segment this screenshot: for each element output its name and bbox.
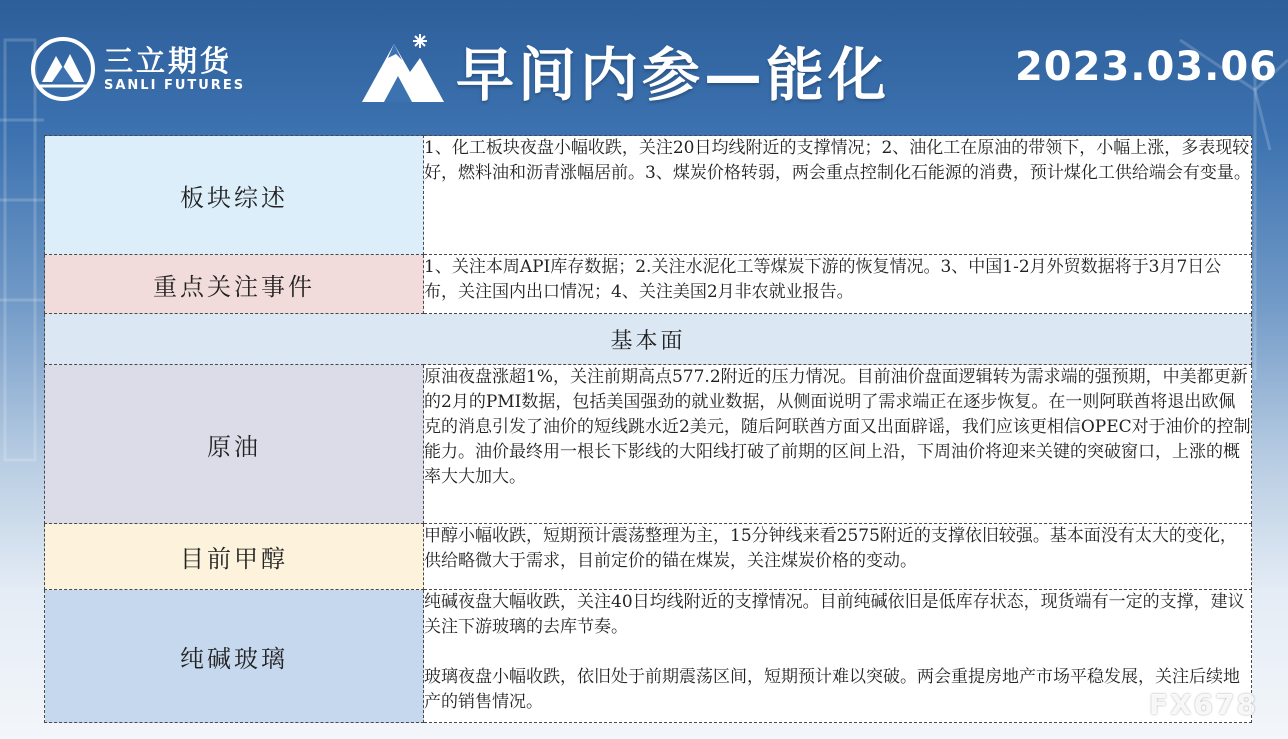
table-row bbox=[45, 255, 1252, 314]
row-label-events: 重点关注事件 bbox=[45, 255, 424, 314]
row-label-crude: 原油 bbox=[45, 365, 424, 524]
company-logo bbox=[30, 36, 245, 102]
table-row bbox=[45, 314, 1252, 365]
row-label-soda-glass: 纯碱玻璃 bbox=[45, 590, 424, 723]
row-content-summary: 1、化工板块夜盘小幅收跌，关注20日均线附近的支撑情况；2、油化工在原油的带领下，小幅上涨，多表现较好，燃料油和沥青涨幅居前。3、煤炭价格转弱，两会重点控制化石能源的消费，预计煤化工供给端会有变量。 bbox=[424, 136, 1252, 255]
table-row bbox=[45, 365, 1252, 524]
briefing-table bbox=[44, 135, 1252, 723]
watermark: FX678 bbox=[1148, 688, 1258, 721]
row-label-summary: 板块综述 bbox=[45, 136, 424, 255]
table-row bbox=[45, 524, 1252, 590]
section-header-fundamentals: 基本面 bbox=[45, 314, 1252, 365]
snow-mountain-icon bbox=[358, 30, 446, 110]
page-title: 早间内参—能化 bbox=[456, 41, 891, 109]
header-banner bbox=[0, 0, 1288, 135]
report-date: 2023.03.06 bbox=[1014, 44, 1278, 90]
soda-ash-paragraph: 纯碱夜盘大幅收跌，关注40日均线附近的支撑情况。目前纯碱依旧是低库存状态，现货端有一定的支撑，建议关注下游玻璃的去库节奏。 bbox=[424, 592, 1245, 637]
table-row bbox=[45, 590, 1252, 723]
glass-paragraph: 玻璃夜盘小幅收跌，依旧处于前期震荡区间，短期预计难以突破。两会重提房地产市场平稳发展，关注后续地产的销售情况。 bbox=[424, 667, 1240, 712]
row-content-methanol: 甲醇小幅收跌，短期预计震荡整理为主，15分钟线来看2575附近的支撑依旧较强。基本面没有太大的变化，供给略微大于需求，目前定价的锚在煤炭，关注煤炭价格的变动。 bbox=[424, 524, 1252, 590]
table-row bbox=[45, 136, 1252, 255]
row-content-events: 1、关注本周API库存数据；2.关注水泥化工等煤炭下游的恢复情况。3、中国1-2月外贸数据将于3月7日公布，关注国内出口情况；4、关注美国2月非农就业报告。 bbox=[424, 255, 1252, 314]
row-label-methanol: 目前甲醇 bbox=[45, 524, 424, 590]
row-content-crude: 原油夜盘涨超1%，关注前期高点577.2附近的压力情况。目前油价盘面逻辑转为需求端的强预期，中美都更新的2月的PMI数据，包括美国强劲的就业数据，从侧面说明了需求端正在逐步恢复。在一则阿联酋将退出欧佩克的消息引发了油价的短线跳水近2美元，随后阿联酋方面又出面辟谣，我们应该更相信OPEC对于油价的控制能力。油价最终用一根长下影线的大阳线打破了前期的区间上沿，下周油价将迎来关键的突破窗口，上涨的概率大大加大。 bbox=[424, 365, 1252, 524]
mountain-logo-icon bbox=[30, 36, 96, 102]
row-content-soda-glass bbox=[424, 590, 1252, 723]
logo-english-name: SANLI FUTURES bbox=[104, 78, 246, 93]
logo-chinese-name: 三立期货 bbox=[104, 44, 233, 78]
